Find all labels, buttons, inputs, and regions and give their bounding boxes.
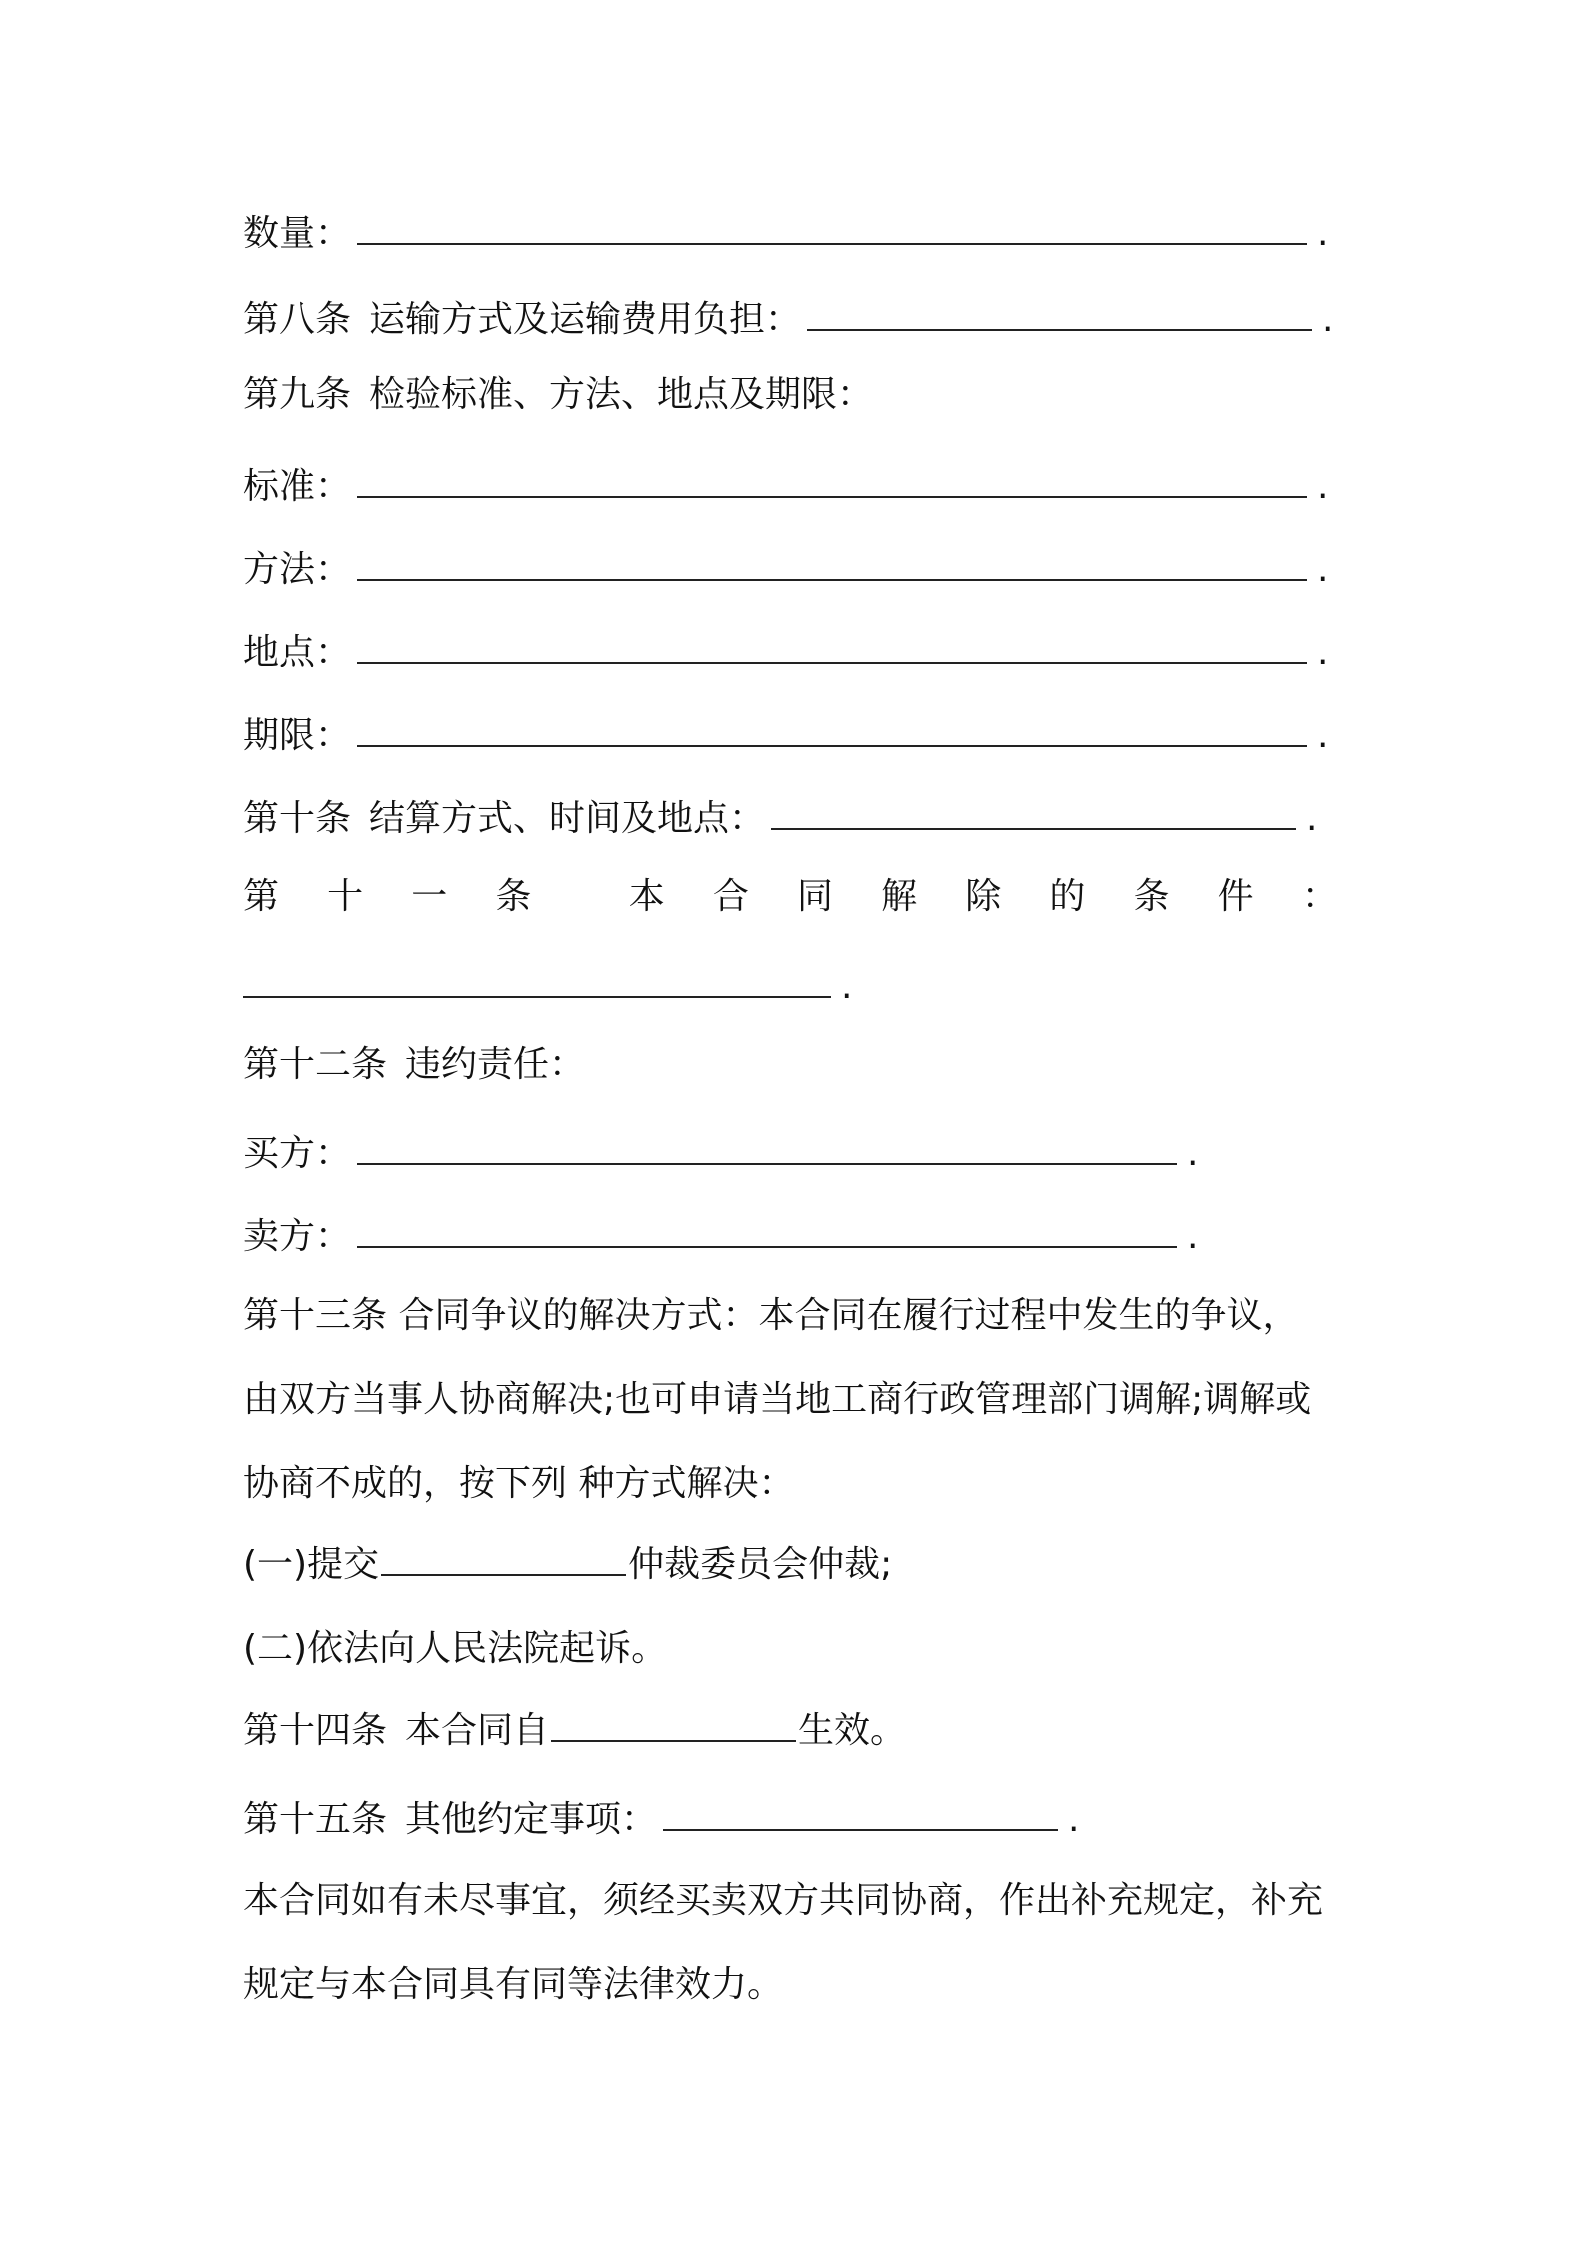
period-end: . (1317, 715, 1329, 756)
option-1-line (243, 1543, 892, 1587)
article-12-line (243, 1043, 585, 1087)
quantity-blank (357, 213, 1307, 245)
article-9-line (243, 373, 873, 417)
article-12-title: 第十二条 (243, 1044, 388, 1085)
buyer-end: . (1187, 1133, 1199, 1174)
article-10-title: 第十条 (243, 798, 352, 839)
standard-line (243, 465, 1328, 509)
article-15-line (243, 1798, 1079, 1842)
article-8-text: 运输方式及运输费用负担： (369, 299, 802, 340)
article-8-end: . (1322, 299, 1334, 340)
article-11-blank (243, 966, 831, 998)
article-11-char: 件 (1217, 876, 1254, 917)
article-10-end: . (1306, 798, 1318, 839)
seller-end: . (1187, 1216, 1199, 1257)
article-11-blank-line (243, 965, 852, 1009)
article-8-line (243, 298, 1333, 342)
period-label: 期限： (243, 715, 352, 756)
article-11-end: . (841, 966, 853, 1007)
closing-line-2: 规定与本合同具有同等法律效力。 (243, 1964, 784, 2005)
standard-label: 标准： (243, 466, 352, 507)
article-11-char: 解 (881, 876, 918, 917)
article-9-title: 第九条 (243, 374, 352, 415)
article-11-char: 同 (796, 876, 833, 917)
article-11-char: 十 (327, 876, 364, 917)
buyer-blank (357, 1133, 1177, 1165)
seller-label: 卖方： (243, 1216, 352, 1257)
article-11-char: 条 (1133, 876, 1170, 917)
article-11-char: 的 (1049, 876, 1086, 917)
period-line (243, 714, 1328, 758)
quantity-end: . (1317, 213, 1329, 254)
method-label: 方法： (243, 549, 352, 590)
buyer-label: 买方： (243, 1133, 352, 1174)
method-end: . (1317, 549, 1329, 590)
place-blank (357, 632, 1307, 664)
article-11-char: 除 (965, 876, 1002, 917)
article-13-line-1: 第十三条 合同争议的解决方式：本合同在履行过程中发生的争议， (243, 1295, 1299, 1336)
standard-end: . (1317, 466, 1329, 507)
article-13-line-2: 由双方当事人协商解决;也可申请当地工商行政管理部门调解;调解或 (243, 1379, 1312, 1420)
article-9-text: 检验标准、方法、地点及期限： (369, 374, 874, 415)
article-11-line (243, 875, 1338, 919)
place-end: . (1317, 632, 1329, 673)
seller-line (243, 1215, 1198, 1259)
article-14-blank (551, 1710, 796, 1742)
article-11-char: 本 (628, 876, 665, 917)
article-8-blank (807, 299, 1312, 331)
article-11-char: 合 (712, 876, 749, 917)
article-10-blank (771, 798, 1296, 830)
article-13-line-3: 协商不成的，按下列 种方式解决： (243, 1463, 795, 1504)
article-12-text: 违约责任： (405, 1044, 586, 1085)
quantity-line (243, 212, 1328, 256)
article-13-paragraph (243, 1274, 1353, 1526)
place-label: 地点： (243, 632, 352, 673)
option-1-suffix: 仲裁委员会仲裁; (628, 1544, 893, 1585)
article-15-title: 第十五条 (243, 1799, 388, 1840)
article-10-text: 结算方式、时间及地点： (369, 798, 766, 839)
article-10-line (243, 797, 1317, 841)
article-14-line (243, 1709, 906, 1753)
article-11-char: 第 (243, 876, 280, 917)
article-15-blank (663, 1799, 1058, 1831)
article-8-title: 第八条 (243, 299, 352, 340)
article-11-char: ： (1301, 876, 1338, 917)
option-1-blank (381, 1544, 626, 1576)
article-14-title: 第十四条 (243, 1710, 388, 1751)
closing-paragraph (243, 1859, 1353, 2027)
article-14-prefix: 本合同自 (405, 1710, 550, 1751)
buyer-line (243, 1132, 1198, 1176)
option-2-text: (二)依法向人民法院起诉。 (243, 1628, 668, 1669)
standard-blank (357, 466, 1307, 498)
seller-blank (357, 1216, 1177, 1248)
method-line (243, 548, 1328, 592)
article-14-suffix: 生效。 (798, 1710, 907, 1751)
article-11-char: 条 (495, 876, 532, 917)
option-2-line (243, 1627, 667, 1671)
method-blank (357, 549, 1307, 581)
article-15-end: . (1068, 1799, 1080, 1840)
quantity-label: 数量： (243, 213, 352, 254)
place-line (243, 631, 1328, 675)
closing-line-1: 本合同如有未尽事宜，须经买卖双方共同协商，作出补充规定，补充 (243, 1880, 1324, 1921)
article-11-char: 一 (411, 876, 448, 917)
option-1-prefix: (一)提交 (243, 1544, 380, 1585)
article-15-text: 其他约定事项： (405, 1799, 658, 1840)
period-blank (357, 715, 1307, 747)
